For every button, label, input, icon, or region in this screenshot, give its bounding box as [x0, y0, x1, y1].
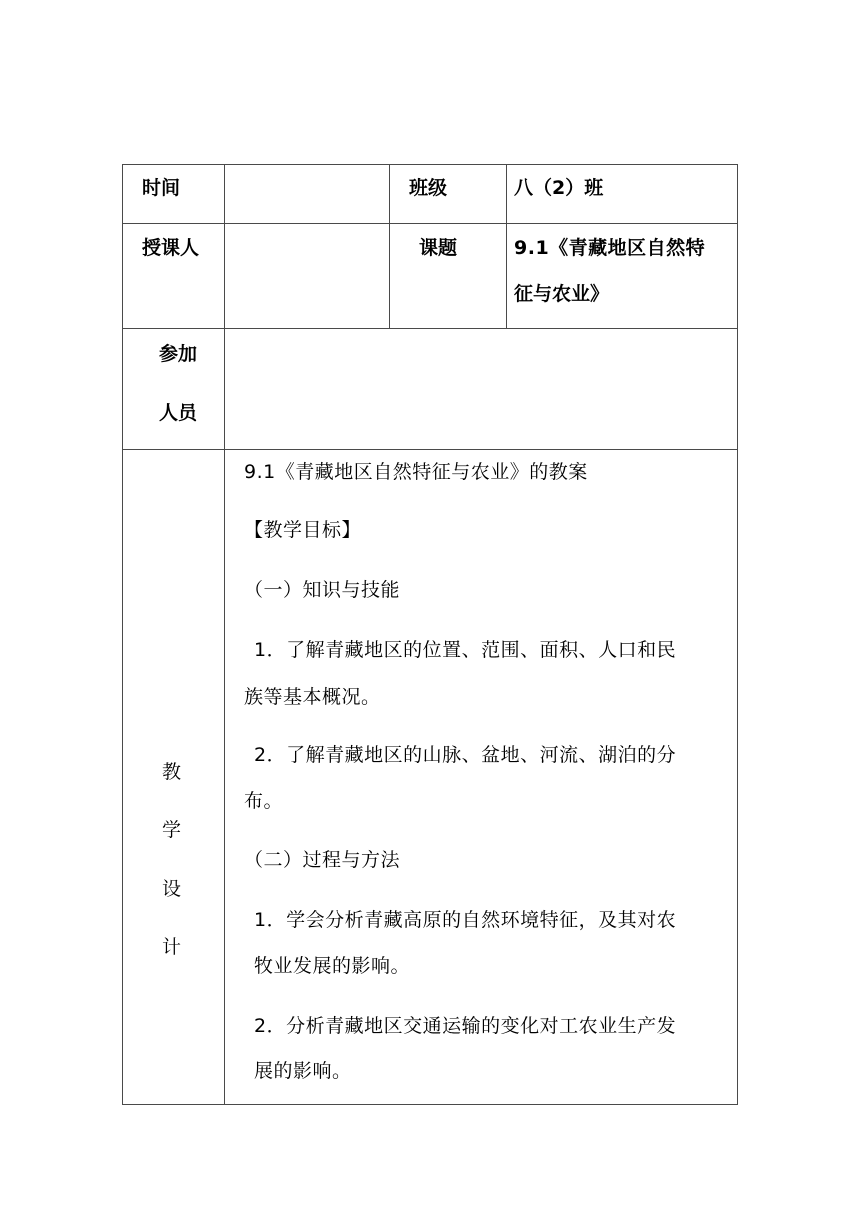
s2-item2-line2: 展的影响。 — [254, 1060, 352, 1082]
column-divider-2 — [389, 164, 390, 329]
s1-item2-line2: 布。 — [244, 790, 284, 812]
design-label-char-3: 设 — [162, 878, 182, 900]
class-value: 八（2）班 — [514, 177, 604, 199]
lesson-title: 9.1《青藏地区自然特征与农业》的教案 — [244, 461, 588, 483]
participants-label-line2: 人员 — [159, 402, 198, 424]
column-divider-3 — [506, 164, 507, 329]
row-divider-1 — [122, 223, 738, 224]
objectives-heading: 【教学目标】 — [244, 519, 362, 541]
time-label: 时间 — [142, 177, 181, 199]
topic-label: 课题 — [419, 237, 458, 259]
row-divider-2 — [122, 328, 738, 329]
s1-item2-line1: 2．了解青藏地区的山脉、盆地、河流、湖泊的分 — [254, 744, 677, 766]
s1-item1-line2: 族等基本概况。 — [244, 686, 381, 708]
table-border-left — [122, 164, 123, 1105]
design-label-char-2: 学 — [162, 819, 182, 841]
column-divider-1 — [224, 164, 225, 1105]
design-label-char-1: 教 — [162, 761, 182, 783]
participants-label-line1: 参加 — [159, 343, 198, 365]
table-border-bottom — [122, 1104, 738, 1105]
topic-value-line2: 征与农业》 — [514, 283, 610, 305]
section1-heading: （一）知识与技能 — [244, 579, 401, 601]
design-label-char-4: 计 — [162, 936, 182, 958]
lesson-plan-table — [122, 164, 738, 1105]
s2-item2-line1: 2．分析青藏地区交通运输的变化对工农业生产发 — [254, 1015, 677, 1037]
class-label: 班级 — [409, 177, 448, 199]
table-border-top — [122, 164, 738, 165]
teacher-label: 授课人 — [142, 237, 200, 259]
table-border-right — [737, 164, 738, 1105]
topic-value-line1: 9.1《青藏地区自然特 — [514, 237, 706, 259]
section2-heading: （二）过程与方法 — [244, 849, 401, 871]
s2-item1-line1: 1．学会分析青藏高原的自然环境特征，及其对农 — [254, 909, 677, 931]
s1-item1-line1: 1．了解青藏地区的位置、范围、面积、人口和民 — [254, 639, 677, 661]
row-divider-3 — [122, 449, 738, 450]
s2-item1-line2: 牧业发展的影响。 — [254, 955, 411, 977]
